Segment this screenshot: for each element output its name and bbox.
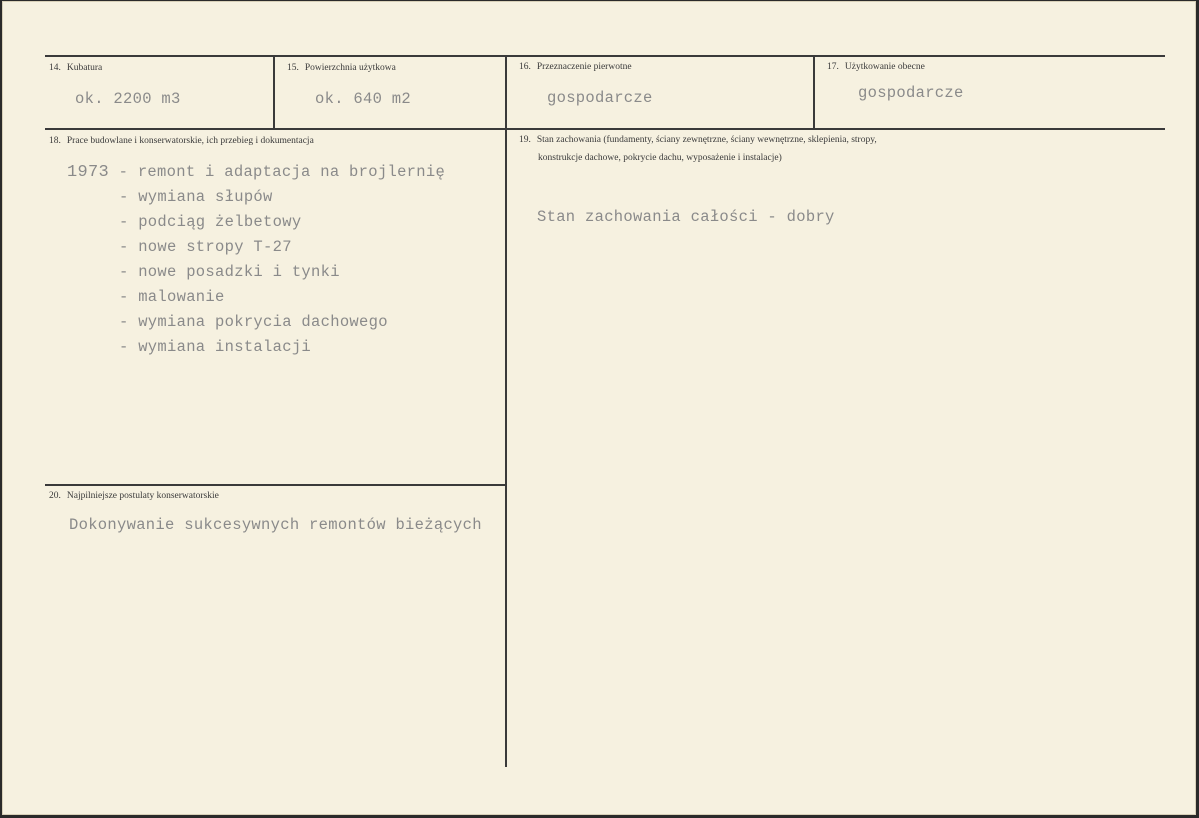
divider-16-17 <box>813 57 815 128</box>
middle-rule <box>45 128 1165 130</box>
field-18-label-text: Prace budowlane i konserwatorskie, ich przebieg i dokumentacja <box>66 136 314 146</box>
field-15-value: ok. 640 m2 <box>315 90 412 108</box>
field-17-value: gospodarcze <box>858 84 964 102</box>
field-15-label-text: Powierzchnia użytkowa <box>304 63 396 73</box>
top-rule <box>45 55 1165 57</box>
works-list-item: - nowe stropy T-27 <box>119 238 292 256</box>
field-19-label <box>519 134 877 147</box>
works-first-item: - remont i adaptacja na brojlernię <box>118 163 446 181</box>
record-card <box>2 1 1196 815</box>
works-list-item <box>67 160 445 185</box>
field-19-number: 19. <box>519 135 531 145</box>
field-15-label <box>287 62 396 75</box>
field-20-number: 20. <box>49 491 61 501</box>
field-19-label-line1: Stan zachowania (fundamenty, ściany zewnętrzne, ściany wewnętrzne, sklepienia, stropy, <box>536 135 877 145</box>
works-list-item: - wymiana pokrycia dachowego <box>119 313 388 331</box>
field-18-label <box>49 135 314 148</box>
works-list-item: - malowanie <box>119 288 225 306</box>
works-list-item: - wymiana instalacji <box>119 338 312 356</box>
field-19-value: Stan zachowania całości - dobry <box>537 208 835 226</box>
field-16-label <box>519 61 632 74</box>
field-16-label-text: Przeznaczenie pierwotne <box>536 62 632 72</box>
field-16-value: gospodarcze <box>547 89 653 107</box>
works-year: 1973 <box>67 163 110 182</box>
field-20-value: Dokonywanie sukcesywnych remontów bieżących <box>69 516 482 534</box>
field-16-number: 16. <box>519 62 531 72</box>
divider-15-16 <box>505 57 507 767</box>
field-17-number: 17. <box>827 62 839 72</box>
field-14-number: 14. <box>49 63 61 73</box>
field-14-value: ok. 2200 m3 <box>75 90 181 108</box>
field-14-label-text: Kubatura <box>66 63 103 73</box>
field-17-label-text: Użytkowanie obecne <box>844 62 925 72</box>
works-list-item: - nowe posadzki i tynki <box>119 263 340 281</box>
section-20-rule <box>45 484 505 486</box>
works-list-item: - wymiana słupów <box>119 188 273 206</box>
field-14-label <box>49 62 102 75</box>
field-20-label <box>49 490 219 503</box>
field-19-label-line2: konstrukcje dachowe, pokrycie dachu, wyposażenie i instalacje) <box>538 153 782 163</box>
divider-14-15 <box>273 57 275 128</box>
works-list-item: - podciąg żelbetowy <box>119 213 302 231</box>
field-20-label-text: Najpilniejsze postulaty konserwatorskie <box>66 491 219 501</box>
field-18-number: 18. <box>49 136 61 146</box>
field-15-number: 15. <box>287 63 299 73</box>
field-17-label <box>827 61 925 74</box>
field-18-works-list <box>67 160 445 360</box>
